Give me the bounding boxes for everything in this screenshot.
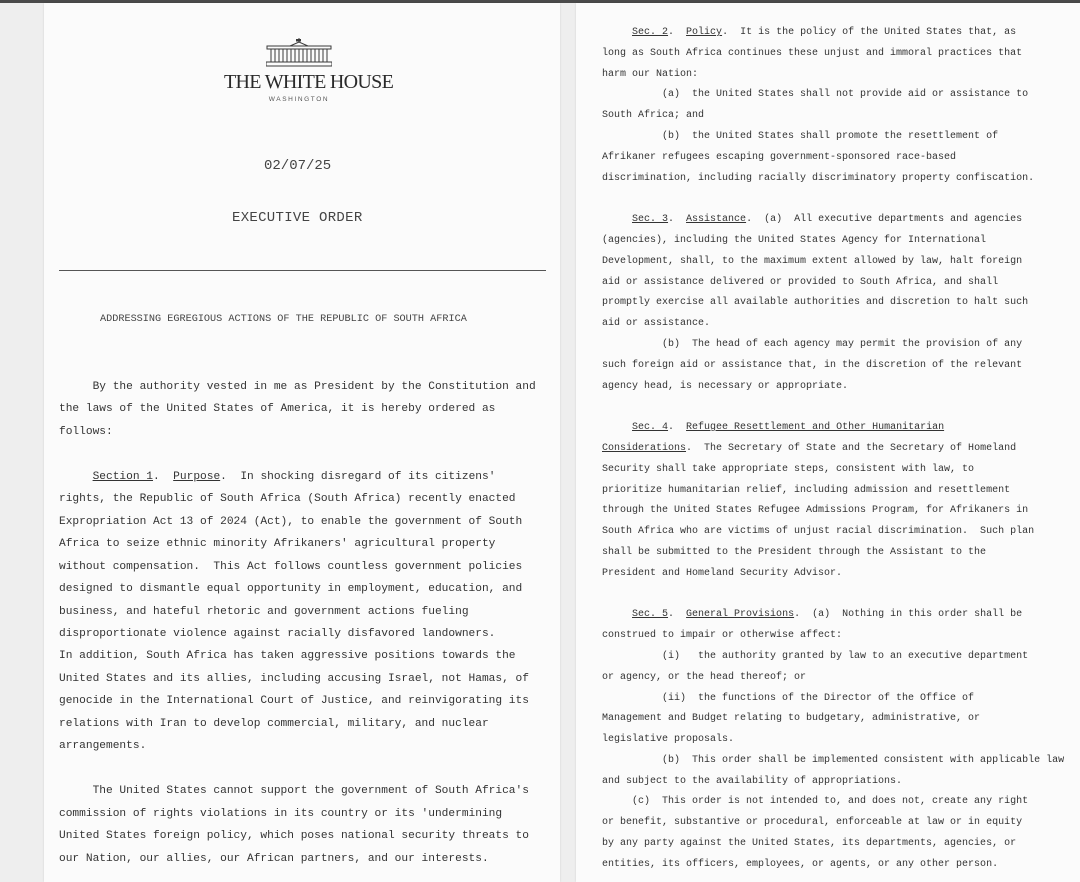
body-line: [59, 735, 536, 757]
line-text: [602, 422, 632, 433]
line-text: By the authority vested in me as President by the Constitution and: [59, 381, 536, 393]
line-text: (b) The head of each agency may permit the provision of any: [602, 338, 1023, 350]
underlined-heading: Sec. 2: [632, 27, 669, 38]
line-text: .: [668, 609, 687, 621]
body-line: [602, 148, 1064, 169]
line-text: relations with Iran to develop commercial, military, and nuclear: [59, 717, 489, 730]
body-line: [602, 252, 1064, 273]
underlined-heading: Sec. 5: [632, 609, 669, 621]
line-text: (a) the United States shall not provide aid or assistance to: [602, 89, 1029, 101]
body-line: [602, 709, 1064, 730]
line-text: Afrikaner refugees escaping government-sponsored race-based: [602, 151, 957, 163]
underlined-heading: Refugee Resettlement and Other Humanitarian: [686, 422, 945, 434]
body-line: [602, 65, 1064, 86]
underlined-heading: Policy: [686, 27, 723, 38]
body-line: [602, 626, 1064, 647]
body-line: [602, 834, 1064, 855]
line-text: South Africa; and: [602, 110, 705, 122]
body-line: [602, 460, 1064, 481]
line-text: construed to impair or otherwise affect:: [602, 630, 843, 642]
body-line: [602, 585, 1064, 606]
body-line: [59, 848, 536, 870]
line-text: Expropriation Act 13 of 2024 (Act), to enable the government of South: [59, 515, 523, 528]
body-line: [602, 273, 1064, 294]
right-page: [576, 3, 1080, 882]
body-line: [602, 481, 1064, 502]
line-text: Security shall take appropriate steps, consistent with law, to: [602, 463, 975, 475]
line-text: entities, its officers, employees, or agents, or any other person.: [602, 858, 999, 870]
left-body-text: [59, 376, 536, 870]
body-line: [59, 421, 536, 443]
line-text: [602, 609, 632, 620]
body-line: [602, 543, 1064, 564]
underlined-heading: Section 1: [92, 470, 154, 483]
line-text: (ii) the functions of the Director of the Office of: [602, 692, 975, 704]
body-line: [602, 231, 1064, 252]
line-text: legislative proposals.: [602, 734, 735, 746]
line-text: disproportionate violence against racially disfavored landowners.: [59, 627, 496, 640]
line-text: by any party against the United States, its departments, agencies, or: [602, 838, 1017, 850]
body-line: [59, 668, 536, 690]
body-line: [602, 772, 1064, 793]
line-text: aid or assistance.: [602, 318, 711, 330]
body-line: [59, 466, 536, 488]
line-text: shall be submitted to the President through the Assistant to the: [602, 546, 987, 558]
line-text: .: [668, 27, 687, 38]
body-line: [59, 601, 536, 623]
document-title: ADDRESSING EGREGIOUS ACTIONS OF THE REPUBLIC OF SOUTH AFRICA: [100, 314, 467, 325]
body-line: [602, 293, 1064, 314]
line-text: the laws of the United States of America, it is hereby ordered as: [59, 403, 496, 416]
body-line: [602, 730, 1064, 751]
line-text: .: [153, 470, 174, 483]
body-line: [602, 356, 1064, 377]
line-text: or benefit, substantive or procedural, enforceable at law or in equity: [602, 817, 1023, 829]
body-line: [602, 439, 1064, 460]
underlined-heading: Assistance: [686, 214, 747, 226]
line-text: . The Secretary of State and the Secretary of Homeland: [686, 442, 1017, 454]
line-text: . (a) Nothing in this order shall be: [794, 609, 1023, 621]
line-text: without compensation. This Act follows countless government policies: [59, 560, 523, 573]
line-text: (agencies), including the United States Agency for International: [602, 234, 987, 246]
line-text: Management and Budget relating to budgetary, administrative, or: [602, 713, 981, 725]
body-line: [602, 689, 1064, 710]
body-line: [59, 511, 536, 533]
line-text: prioritize humanitarian relief, including admission and resettlement: [602, 484, 1011, 496]
body-line: [59, 780, 536, 802]
body-line: [602, 605, 1064, 626]
line-text: . In shocking disregard of its citizens': [220, 470, 496, 483]
line-text: or agency, or the head thereof; or: [602, 671, 807, 683]
body-line: [602, 522, 1064, 543]
line-text: President and Homeland Security Advisor.: [602, 567, 843, 579]
line-text: long as South Africa continues these unjust and immoral practices that: [602, 47, 1023, 59]
underlined-heading: Purpose: [173, 470, 221, 483]
body-line: [602, 44, 1064, 65]
line-text: harm our Nation:: [602, 68, 699, 80]
body-line: [59, 645, 536, 667]
body-line: [59, 690, 536, 712]
body-line: [602, 377, 1064, 398]
line-text: . (a) All executive departments and agencies: [746, 214, 1023, 226]
line-text: commission of rights violations in its country or its 'undermining: [59, 807, 503, 820]
line-text: through the United States Refugee Admissions Program, for Afrikaners in: [602, 505, 1029, 517]
body-line: [602, 169, 1064, 190]
line-text: .: [668, 214, 687, 226]
body-line: [602, 418, 1064, 439]
body-line: [59, 533, 536, 555]
body-line: [602, 855, 1064, 876]
underlined-heading: Sec. 3: [632, 214, 669, 226]
body-line: [602, 314, 1064, 335]
body-line: [59, 578, 536, 600]
line-text: follows:: [59, 425, 113, 438]
line-text: discrimination, including racially discriminatory property confiscation.: [602, 172, 1035, 184]
body-line: [602, 189, 1064, 210]
body-line: [602, 668, 1064, 689]
body-line: [59, 398, 536, 420]
body-line: [59, 758, 536, 780]
body-line: [602, 564, 1064, 585]
document-date: 02/07/25: [264, 158, 332, 174]
line-text: designed to dismantle equal opportunity in employment, education, and: [59, 583, 523, 596]
underlined-heading: Considerations: [602, 442, 687, 454]
line-text: agency head, is necessary or appropriate.: [602, 380, 849, 392]
line-text: Africa to seize ethnic minority Afrikaners' agricultural property: [59, 538, 496, 551]
line-text: Development, shall, to the maximum extent allowed by law, halt foreign: [602, 255, 1023, 267]
body-line: [602, 106, 1064, 127]
body-line: [59, 488, 536, 510]
line-text: [59, 471, 93, 483]
logo-subtitle: WASHINGTON: [268, 96, 330, 103]
body-line: [602, 335, 1064, 356]
body-line: [602, 397, 1064, 418]
white-house-logo: [224, 37, 394, 103]
line-text: (i) the authority granted by law to an executive department: [602, 650, 1029, 662]
line-text: aid or assistance delivered or provided to South Africa, and shall: [602, 276, 999, 288]
body-line: [602, 127, 1064, 148]
body-line: [602, 792, 1064, 813]
horizontal-rule: [59, 270, 546, 271]
underlined-heading: Sec. 4: [632, 422, 669, 434]
line-text: and subject to the availability of appropriations.: [602, 775, 903, 787]
line-text: In addition, South Africa has taken aggressive positions towards the: [59, 650, 516, 663]
body-line: [602, 85, 1064, 106]
logo-title: THE WHITE HOUSE: [224, 71, 394, 93]
line-text: [602, 27, 632, 38]
body-line: [602, 647, 1064, 668]
line-text: . It is the policy of the United States that, as: [722, 27, 1017, 38]
body-line: [59, 803, 536, 825]
body-line: [59, 825, 536, 847]
body-line: [602, 813, 1064, 834]
body-line: [59, 376, 536, 398]
body-line: [602, 501, 1064, 522]
line-text: (b) the United States shall promote the resettlement of: [602, 130, 999, 142]
line-text: our Nation, our allies, our African partners, and our interests.: [59, 852, 489, 865]
line-text: The United States cannot support the government of South Africa's: [59, 785, 529, 798]
white-house-building-icon: [266, 37, 332, 67]
body-line: [602, 751, 1064, 772]
line-text: (b) This order shall be implemented consistent with applicable law: [602, 754, 1065, 766]
body-line: [59, 443, 536, 465]
line-text: promptly exercise all available authorities and discretion to halt such: [602, 297, 1029, 309]
body-line: [59, 623, 536, 645]
body-line: [602, 23, 1064, 44]
line-text: United States and its allies, including accusing Israel, not Hamas, of: [59, 672, 529, 685]
line-text: .: [668, 422, 687, 434]
body-line: [59, 713, 536, 735]
line-text: rights, the Republic of South Africa (South Africa) recently enacted: [59, 493, 516, 506]
right-body-text: [602, 23, 1064, 876]
line-text: business, and hateful rhetoric and government actions fueling: [59, 605, 469, 618]
underlined-heading: General Provisions: [686, 609, 795, 621]
line-text: South Africa who are victims of unjust racial discrimination. Such plan: [602, 526, 1035, 538]
line-text: [602, 214, 632, 225]
line-text: United States foreign policy, which poses national security threats to: [59, 830, 529, 843]
document-type: EXECUTIVE ORDER: [232, 210, 363, 226]
line-text: such foreign aid or assistance that, in the discretion of the relevant: [602, 359, 1023, 371]
body-line: [59, 556, 536, 578]
body-line: [602, 210, 1064, 231]
line-text: (c) This order is not intended to, and does not, create any right: [602, 796, 1029, 808]
line-text: arrangements.: [59, 740, 147, 753]
left-page: [44, 3, 560, 882]
line-text: genocide in the International Court of Justice, and reinvigorating its: [59, 695, 529, 708]
